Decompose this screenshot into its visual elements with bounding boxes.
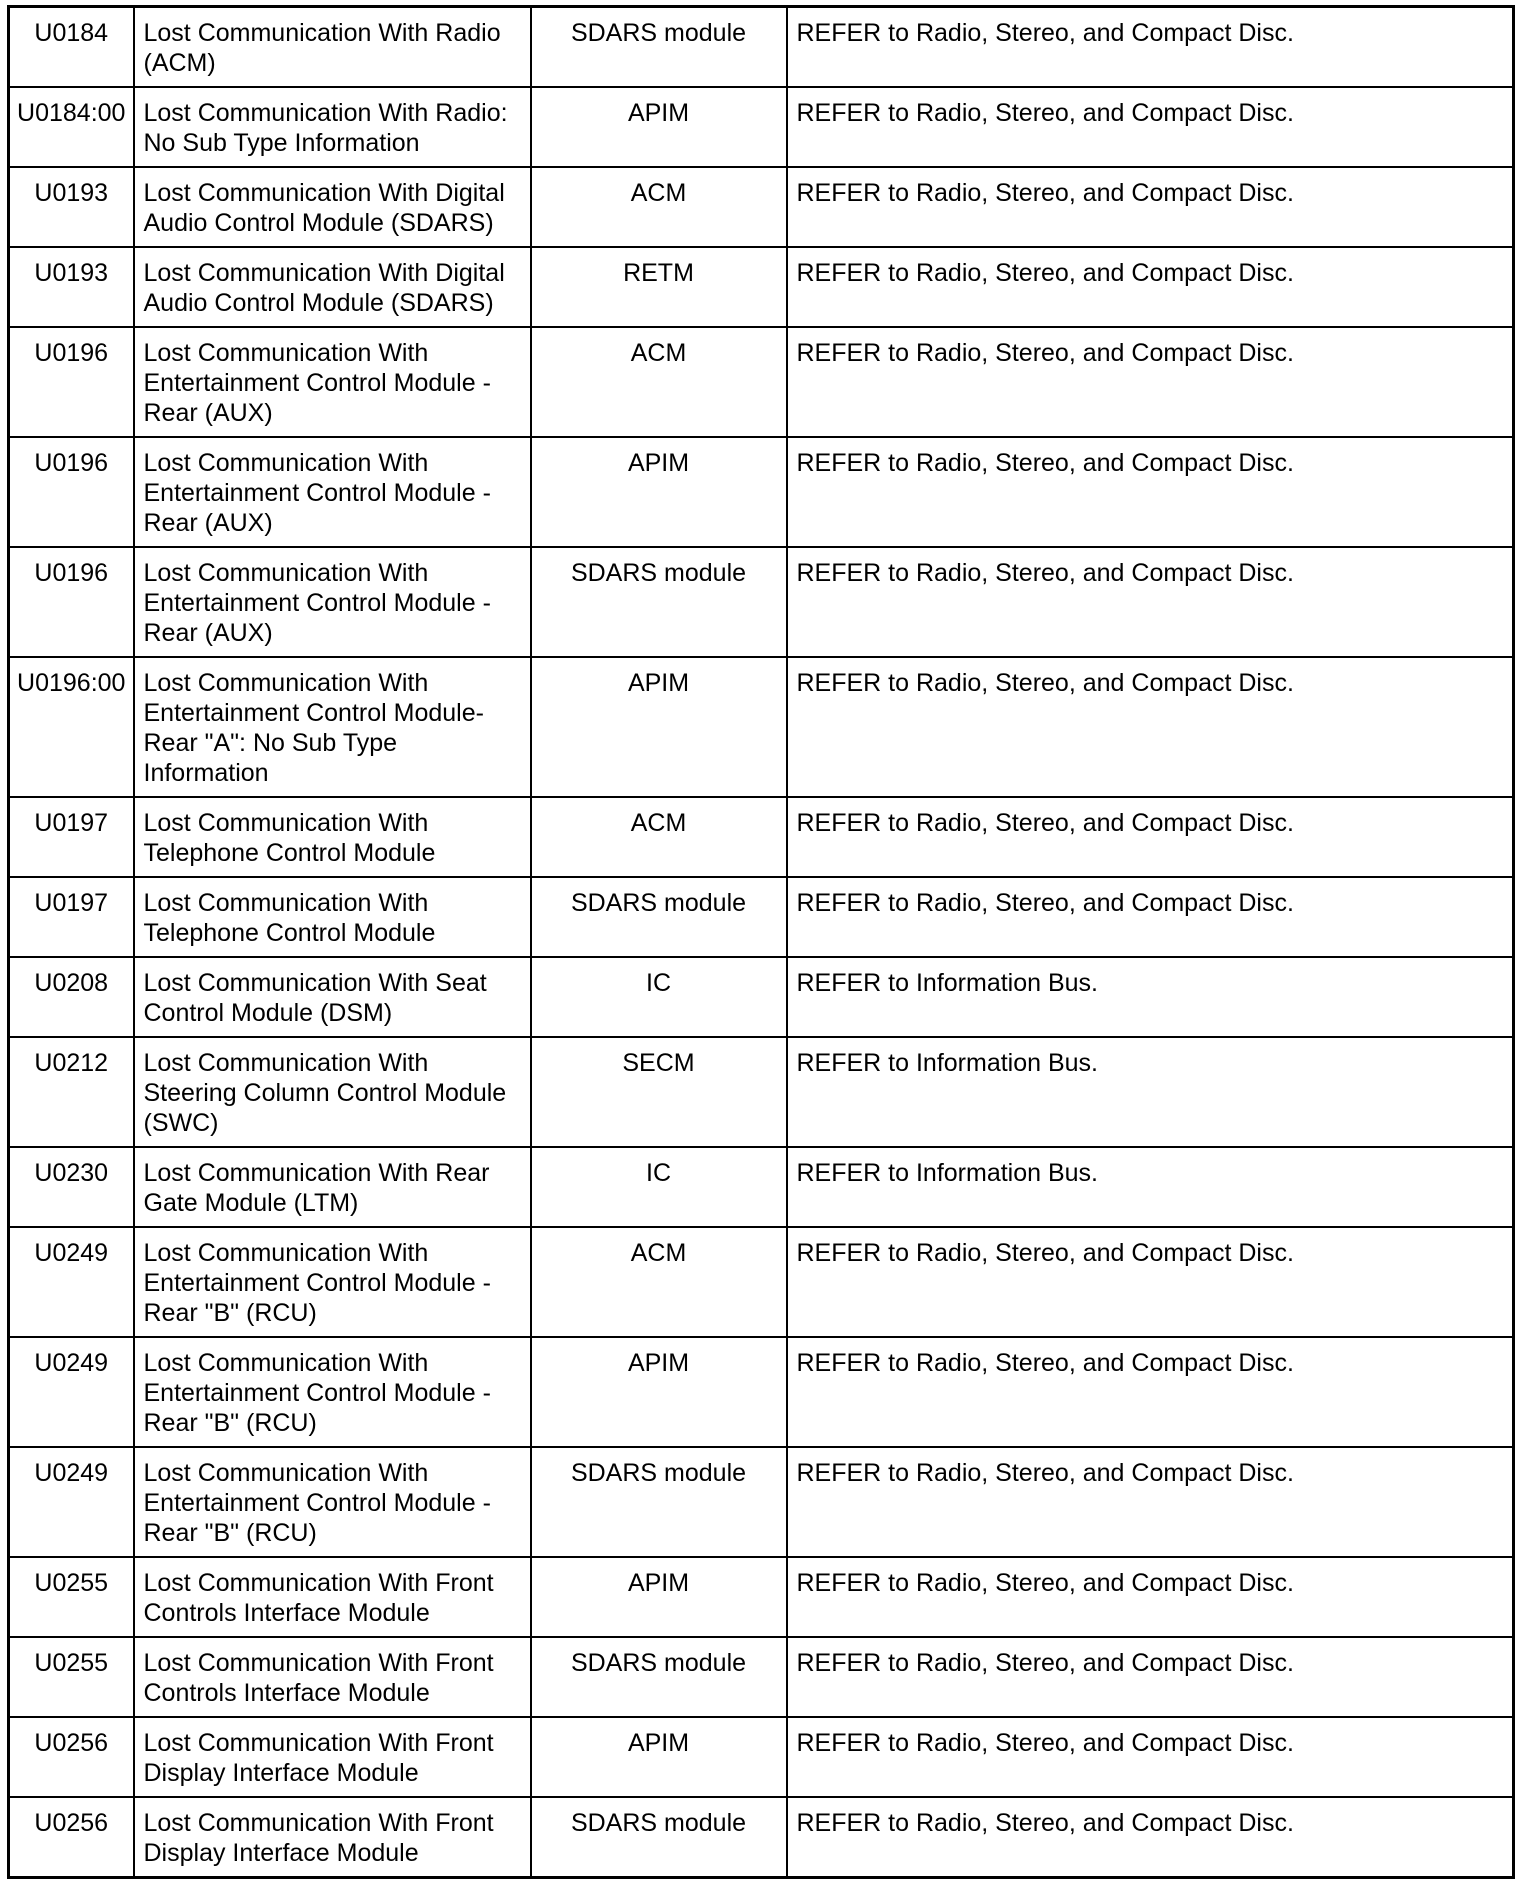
module-cell: SDARS module: [531, 877, 787, 957]
action-cell: REFER to Radio, Stereo, and Compact Disc.: [787, 1447, 1514, 1557]
module-cell: RETM: [531, 247, 787, 327]
dtc-code-cell: U0197: [9, 797, 134, 877]
module-cell: SDARS module: [531, 1447, 787, 1557]
description-cell: Lost Communication With Digital Audio Control Module (SDARS): [134, 167, 531, 247]
action-cell: REFER to Radio, Stereo, and Compact Disc.: [787, 547, 1514, 657]
action-cell: REFER to Radio, Stereo, and Compact Disc.: [787, 327, 1514, 437]
table-row: [9, 547, 1514, 657]
action-cell: REFER to Radio, Stereo, and Compact Disc.: [787, 247, 1514, 327]
action-cell: REFER to Radio, Stereo, and Compact Disc.: [787, 1717, 1514, 1797]
description-cell: Lost Communication With Entertainment Control Module - Rear "B" (RCU): [134, 1447, 531, 1557]
dtc-code-cell: U0230: [9, 1147, 134, 1227]
module-cell: ACM: [531, 167, 787, 247]
table-row: [9, 87, 1514, 167]
action-cell: REFER to Information Bus.: [787, 1037, 1514, 1147]
dtc-code-cell: U0212: [9, 1037, 134, 1147]
dtc-code-cell: U0197: [9, 877, 134, 957]
action-cell: REFER to Radio, Stereo, and Compact Disc.: [787, 437, 1514, 547]
table-row: [9, 1447, 1514, 1557]
table-row: [9, 437, 1514, 547]
description-cell: Lost Communication With Telephone Control Module: [134, 877, 531, 957]
table-row: [9, 957, 1514, 1037]
module-cell: APIM: [531, 1337, 787, 1447]
dtc-code-cell: U0249: [9, 1337, 134, 1447]
module-cell: APIM: [531, 437, 787, 547]
description-cell: Lost Communication With Front Controls Interface Module: [134, 1637, 531, 1717]
module-cell: SDARS module: [531, 7, 787, 88]
module-cell: APIM: [531, 1557, 787, 1637]
module-cell: APIM: [531, 87, 787, 167]
action-cell: REFER to Information Bus.: [787, 1147, 1514, 1227]
dtc-code-cell: U0196: [9, 547, 134, 657]
action-cell: REFER to Radio, Stereo, and Compact Disc.: [787, 1797, 1514, 1878]
table-row: [9, 1637, 1514, 1717]
action-cell: REFER to Radio, Stereo, and Compact Disc.: [787, 7, 1514, 88]
module-cell: IC: [531, 957, 787, 1037]
dtc-code-cell: U0208: [9, 957, 134, 1037]
table-row: [9, 1227, 1514, 1337]
description-cell: Lost Communication With Radio (ACM): [134, 7, 531, 88]
table-row: [9, 247, 1514, 327]
dtc-code-cell: U0255: [9, 1557, 134, 1637]
action-cell: REFER to Radio, Stereo, and Compact Disc.: [787, 1337, 1514, 1447]
description-cell: Lost Communication With Front Controls Interface Module: [134, 1557, 531, 1637]
dtc-code-cell: U0196:00: [9, 657, 134, 797]
table-row: [9, 1037, 1514, 1147]
dtc-code-cell: U0193: [9, 167, 134, 247]
table-row: [9, 797, 1514, 877]
description-cell: Lost Communication With Seat Control Module (DSM): [134, 957, 531, 1037]
dtc-code-cell: U0184:00: [9, 87, 134, 167]
module-cell: ACM: [531, 1227, 787, 1337]
module-cell: APIM: [531, 1717, 787, 1797]
module-cell: APIM: [531, 657, 787, 797]
table-row: [9, 1717, 1514, 1797]
table-row: [9, 1797, 1514, 1878]
dtc-code-cell: U0255: [9, 1637, 134, 1717]
description-cell: Lost Communication With Entertainment Control Module - Rear (AUX): [134, 547, 531, 657]
dtc-code-cell: U0196: [9, 327, 134, 437]
dtc-code-cell: U0249: [9, 1447, 134, 1557]
action-cell: REFER to Radio, Stereo, and Compact Disc.: [787, 797, 1514, 877]
table-row: [9, 327, 1514, 437]
table-row: [9, 7, 1514, 88]
description-cell: Lost Communication With Rear Gate Module (LTM): [134, 1147, 531, 1227]
table-row: [9, 657, 1514, 797]
dtc-code-cell: U0196: [9, 437, 134, 547]
module-cell: SDARS module: [531, 547, 787, 657]
action-cell: REFER to Radio, Stereo, and Compact Disc.: [787, 1557, 1514, 1637]
table-row: [9, 1147, 1514, 1227]
description-cell: Lost Communication With Front Display Interface Module: [134, 1797, 531, 1878]
action-cell: REFER to Radio, Stereo, and Compact Disc.: [787, 877, 1514, 957]
table-row: [9, 1337, 1514, 1447]
action-cell: REFER to Radio, Stereo, and Compact Disc.: [787, 167, 1514, 247]
table-row: [9, 167, 1514, 247]
dtc-code-cell: U0256: [9, 1717, 134, 1797]
action-cell: REFER to Radio, Stereo, and Compact Disc.: [787, 657, 1514, 797]
description-cell: Lost Communication With Digital Audio Control Module (SDARS): [134, 247, 531, 327]
description-cell: Lost Communication With Front Display Interface Module: [134, 1717, 531, 1797]
module-cell: SDARS module: [531, 1797, 787, 1878]
dtc-code-cell: U0193: [9, 247, 134, 327]
module-cell: SECM: [531, 1037, 787, 1147]
dtc-code-cell: U0249: [9, 1227, 134, 1337]
action-cell: REFER to Radio, Stereo, and Compact Disc.: [787, 87, 1514, 167]
description-cell: Lost Communication With Entertainment Control Module - Rear (AUX): [134, 437, 531, 547]
description-cell: Lost Communication With Radio: No Sub Type Information: [134, 87, 531, 167]
table-row: [9, 1557, 1514, 1637]
action-cell: REFER to Information Bus.: [787, 957, 1514, 1037]
action-cell: REFER to Radio, Stereo, and Compact Disc.: [787, 1227, 1514, 1337]
action-cell: REFER to Radio, Stereo, and Compact Disc.: [787, 1637, 1514, 1717]
description-cell: Lost Communication With Entertainment Control Module-Rear "A": No Sub Type Information: [134, 657, 531, 797]
description-cell: Lost Communication With Telephone Control Module: [134, 797, 531, 877]
table-row: [9, 877, 1514, 957]
description-cell: Lost Communication With Entertainment Control Module - Rear (AUX): [134, 327, 531, 437]
description-cell: Lost Communication With Steering Column Control Module (SWC): [134, 1037, 531, 1147]
dtc-code-cell: U0256: [9, 1797, 134, 1878]
description-cell: Lost Communication With Entertainment Control Module - Rear "B" (RCU): [134, 1337, 531, 1447]
dtc-table: [7, 5, 1515, 1879]
module-cell: ACM: [531, 327, 787, 437]
module-cell: ACM: [531, 797, 787, 877]
description-cell: Lost Communication With Entertainment Control Module - Rear "B" (RCU): [134, 1227, 531, 1337]
module-cell: IC: [531, 1147, 787, 1227]
module-cell: SDARS module: [531, 1637, 787, 1717]
dtc-code-cell: U0184: [9, 7, 134, 88]
